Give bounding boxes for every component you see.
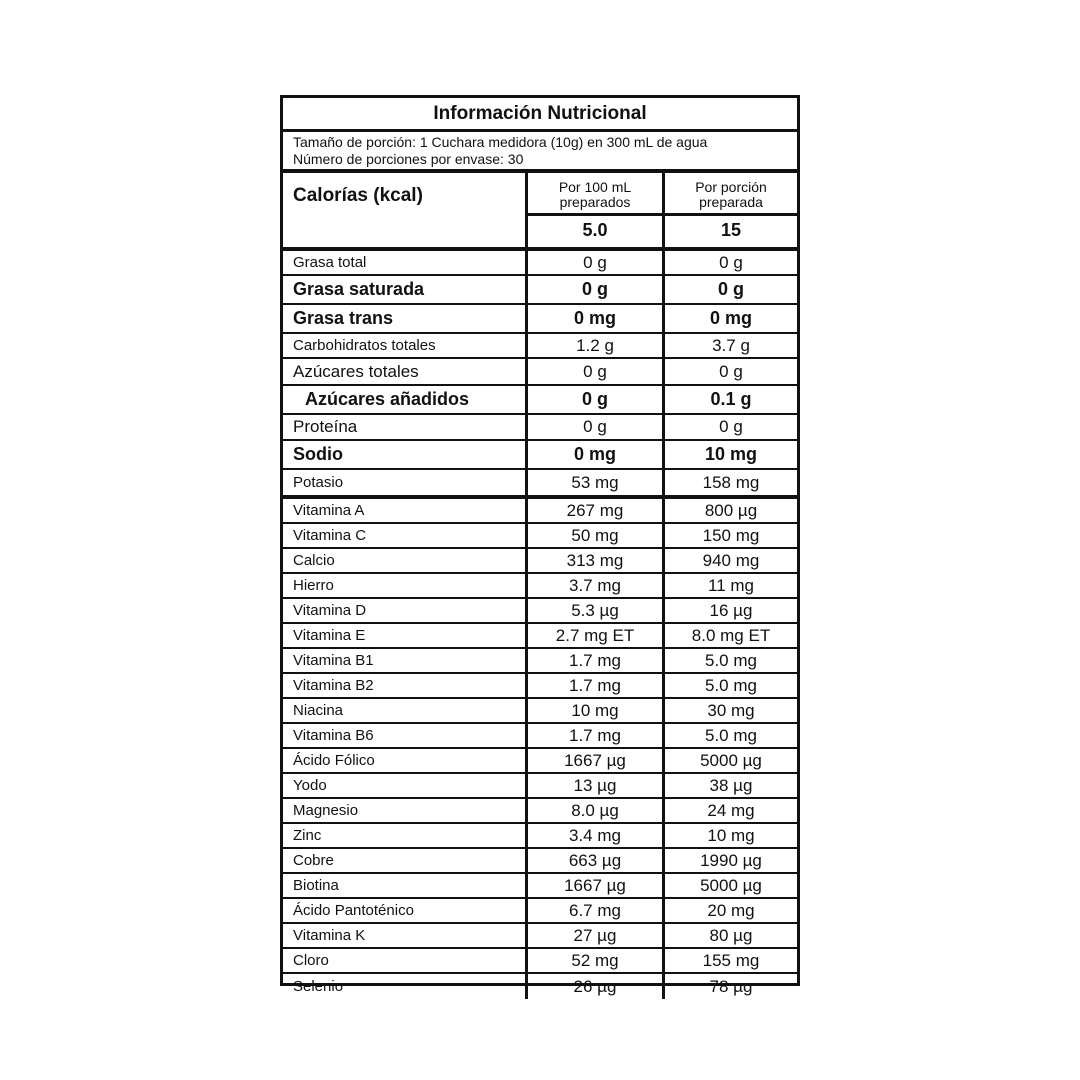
nutrient-per-serving: 5.0 mg bbox=[662, 674, 797, 697]
servings-per-container: Número de porciones por envase: 30 bbox=[293, 151, 524, 167]
nutrient-row bbox=[283, 359, 797, 386]
nutrient-name: Magnesio bbox=[293, 802, 359, 819]
nutrient-name: Ácido Pantoténico bbox=[293, 902, 414, 919]
nutrient-row bbox=[283, 774, 797, 799]
nutrient-per-serving: 10 mg bbox=[662, 824, 797, 847]
nutrient-per-100ml: 13 µg bbox=[525, 774, 662, 797]
nutrient-per-100ml: 5.3 µg bbox=[525, 599, 662, 622]
nutrient-per-100ml: 3.7 mg bbox=[525, 574, 662, 597]
serving-info bbox=[283, 132, 797, 173]
nutrient-per-serving: 1990 µg bbox=[662, 849, 797, 872]
nutrient-per-100ml: 1667 µg bbox=[525, 874, 662, 897]
nutrient-name: Cobre bbox=[293, 852, 334, 869]
panel-title: Información Nutricional bbox=[283, 98, 797, 132]
nutrient-per-serving: 78 µg bbox=[662, 974, 797, 999]
nutrient-name: Azúcares totales bbox=[293, 361, 419, 381]
nutrient-per-100ml: 1.7 mg bbox=[525, 649, 662, 672]
per-100ml-header-line1: Por 100 mL bbox=[558, 179, 632, 195]
nutrient-per-100ml: 0 g bbox=[525, 415, 662, 439]
nutrient-per-100ml: 0 g bbox=[525, 359, 662, 384]
nutrient-per-serving: 0 g bbox=[662, 276, 797, 303]
nutrient-per-100ml: 53 mg bbox=[525, 470, 662, 495]
nutrient-name: Vitamina K bbox=[293, 927, 366, 944]
nutrient-name: Potasio bbox=[293, 474, 344, 491]
nutrient-name: Hierro bbox=[293, 577, 334, 594]
nutrient-row bbox=[283, 599, 797, 624]
nutrient-per-100ml: 1.7 mg bbox=[525, 674, 662, 697]
nutrient-row bbox=[283, 724, 797, 749]
nutrient-per-100ml: 27 µg bbox=[525, 924, 662, 947]
nutrient-per-serving: 158 mg bbox=[662, 470, 797, 495]
calories-block bbox=[283, 173, 797, 251]
nutrient-name: Grasa trans bbox=[293, 308, 394, 328]
nutrient-name: Vitamina B6 bbox=[293, 727, 374, 744]
nutrient-row bbox=[283, 674, 797, 699]
nutrient-per-serving: 11 mg bbox=[662, 574, 797, 597]
nutrient-per-serving: 5000 µg bbox=[662, 749, 797, 772]
micronutrients-section bbox=[283, 499, 797, 999]
nutrient-per-100ml: 6.7 mg bbox=[525, 899, 662, 922]
serving-size: Tamaño de porción: 1 Cuchara medidora (10g) en 300 mL de agua bbox=[293, 134, 708, 150]
nutrient-per-100ml: 10 mg bbox=[525, 699, 662, 722]
nutrient-per-100ml: 1.2 g bbox=[525, 334, 662, 357]
macronutrients-section bbox=[283, 251, 797, 499]
nutrient-row bbox=[283, 470, 797, 495]
nutrient-per-100ml: 663 µg bbox=[525, 849, 662, 872]
nutrient-row bbox=[283, 799, 797, 824]
calories-label: Calorías (kcal) bbox=[293, 185, 423, 206]
nutrient-name: Azúcares añadidos bbox=[305, 389, 470, 409]
nutrient-name: Niacina bbox=[293, 702, 344, 719]
nutrient-per-100ml: 313 mg bbox=[525, 549, 662, 572]
nutrient-name: Selenio bbox=[293, 978, 344, 995]
nutrient-row bbox=[283, 649, 797, 674]
nutrient-per-serving: 10 mg bbox=[662, 441, 797, 468]
nutrient-per-100ml: 1.7 mg bbox=[525, 724, 662, 747]
nutrient-name: Vitamina D bbox=[293, 602, 367, 619]
nutrient-per-serving: 0 g bbox=[662, 359, 797, 384]
nutrient-name: Proteína bbox=[293, 417, 358, 436]
nutrient-row bbox=[283, 334, 797, 359]
nutrient-name: Vitamina C bbox=[293, 527, 367, 544]
nutrient-per-serving: 0 g bbox=[662, 415, 797, 439]
nutrient-row bbox=[283, 899, 797, 924]
nutrient-per-serving: 3.7 g bbox=[662, 334, 797, 357]
nutrient-name: Biotina bbox=[293, 877, 339, 894]
nutrient-per-serving: 24 mg bbox=[662, 799, 797, 822]
nutrient-row bbox=[283, 974, 797, 999]
nutrient-name: Cloro bbox=[293, 952, 329, 969]
nutrient-row bbox=[283, 276, 797, 305]
nutrient-row bbox=[283, 441, 797, 470]
nutrient-row bbox=[283, 499, 797, 524]
nutrient-per-100ml: 1667 µg bbox=[525, 749, 662, 772]
nutrient-name: Sodio bbox=[293, 444, 343, 464]
per-serving-header-line2: preparada bbox=[699, 194, 763, 210]
nutrient-per-100ml: 50 mg bbox=[525, 524, 662, 547]
nutrient-name: Grasa saturada bbox=[293, 279, 425, 299]
nutrient-per-serving: 155 mg bbox=[662, 949, 797, 972]
nutrient-per-serving: 0 g bbox=[662, 251, 797, 274]
per-serving-header bbox=[665, 173, 797, 216]
nutrient-row bbox=[283, 624, 797, 649]
per-100ml-header bbox=[528, 173, 662, 216]
nutrient-per-serving: 5000 µg bbox=[662, 874, 797, 897]
nutrient-name: Carbohidratos totales bbox=[293, 337, 436, 354]
nutrient-per-100ml: 2.7 mg ET bbox=[525, 624, 662, 647]
nutrient-per-100ml: 26 µg bbox=[525, 974, 662, 999]
per-100ml-column bbox=[525, 173, 662, 247]
nutrient-per-serving: 150 mg bbox=[662, 524, 797, 547]
nutrient-per-100ml: 0 g bbox=[525, 386, 662, 413]
nutrient-row bbox=[283, 699, 797, 724]
nutrient-name: Vitamina B2 bbox=[293, 677, 374, 694]
per-serving-header-line1: Por porción bbox=[695, 179, 767, 195]
nutrient-per-serving: 8.0 mg ET bbox=[662, 624, 797, 647]
nutrient-per-100ml: 8.0 µg bbox=[525, 799, 662, 822]
nutrient-row bbox=[283, 924, 797, 949]
nutrient-row bbox=[283, 874, 797, 899]
nutrient-row bbox=[283, 305, 797, 334]
nutrient-per-serving: 800 µg bbox=[662, 499, 797, 522]
nutrient-row bbox=[283, 251, 797, 276]
nutrient-per-serving: 20 mg bbox=[662, 899, 797, 922]
calories-per-100ml: 5.0 bbox=[582, 220, 608, 240]
nutrient-per-100ml: 0 g bbox=[525, 251, 662, 274]
calories-per-serving: 15 bbox=[720, 220, 742, 240]
nutrient-name: Vitamina B1 bbox=[293, 652, 374, 669]
nutrient-per-100ml: 0 g bbox=[525, 276, 662, 303]
nutrient-row bbox=[283, 849, 797, 874]
nutrient-row bbox=[283, 386, 797, 415]
nutrient-per-serving: 940 mg bbox=[662, 549, 797, 572]
nutrient-row bbox=[283, 824, 797, 849]
nutrient-row bbox=[283, 574, 797, 599]
nutrient-name: Grasa total bbox=[293, 254, 367, 271]
per-serving-column bbox=[662, 173, 797, 247]
nutrient-name: Vitamina E bbox=[293, 627, 366, 644]
nutrient-name: Ácido Fólico bbox=[293, 752, 375, 769]
nutrient-name: Zinc bbox=[293, 827, 322, 844]
nutrient-row bbox=[283, 524, 797, 549]
nutrient-row bbox=[283, 949, 797, 974]
nutrient-row bbox=[283, 749, 797, 774]
nutrient-per-serving: 38 µg bbox=[662, 774, 797, 797]
nutrient-name: Yodo bbox=[293, 777, 327, 794]
nutrient-per-serving: 16 µg bbox=[662, 599, 797, 622]
nutrient-per-serving: 80 µg bbox=[662, 924, 797, 947]
nutrient-row bbox=[283, 549, 797, 574]
nutrient-per-100ml: 3.4 mg bbox=[525, 824, 662, 847]
nutrient-per-100ml: 267 mg bbox=[525, 499, 662, 522]
nutrient-row bbox=[283, 415, 797, 441]
nutrient-per-100ml: 52 mg bbox=[525, 949, 662, 972]
nutrient-per-serving: 5.0 mg bbox=[662, 649, 797, 672]
nutrient-name: Calcio bbox=[293, 552, 335, 569]
nutrient-per-100ml: 0 mg bbox=[525, 305, 662, 332]
nutrient-per-serving: 0.1 g bbox=[662, 386, 797, 413]
per-100ml-header-line2: preparados bbox=[559, 194, 631, 210]
nutrition-facts-panel bbox=[280, 95, 800, 996]
nutrient-per-100ml: 0 mg bbox=[525, 441, 662, 468]
nutrient-per-serving: 30 mg bbox=[662, 699, 797, 722]
nutrient-name: Vitamina A bbox=[293, 502, 365, 519]
nutrient-per-serving: 0 mg bbox=[662, 305, 797, 332]
nutrient-per-serving: 5.0 mg bbox=[662, 724, 797, 747]
